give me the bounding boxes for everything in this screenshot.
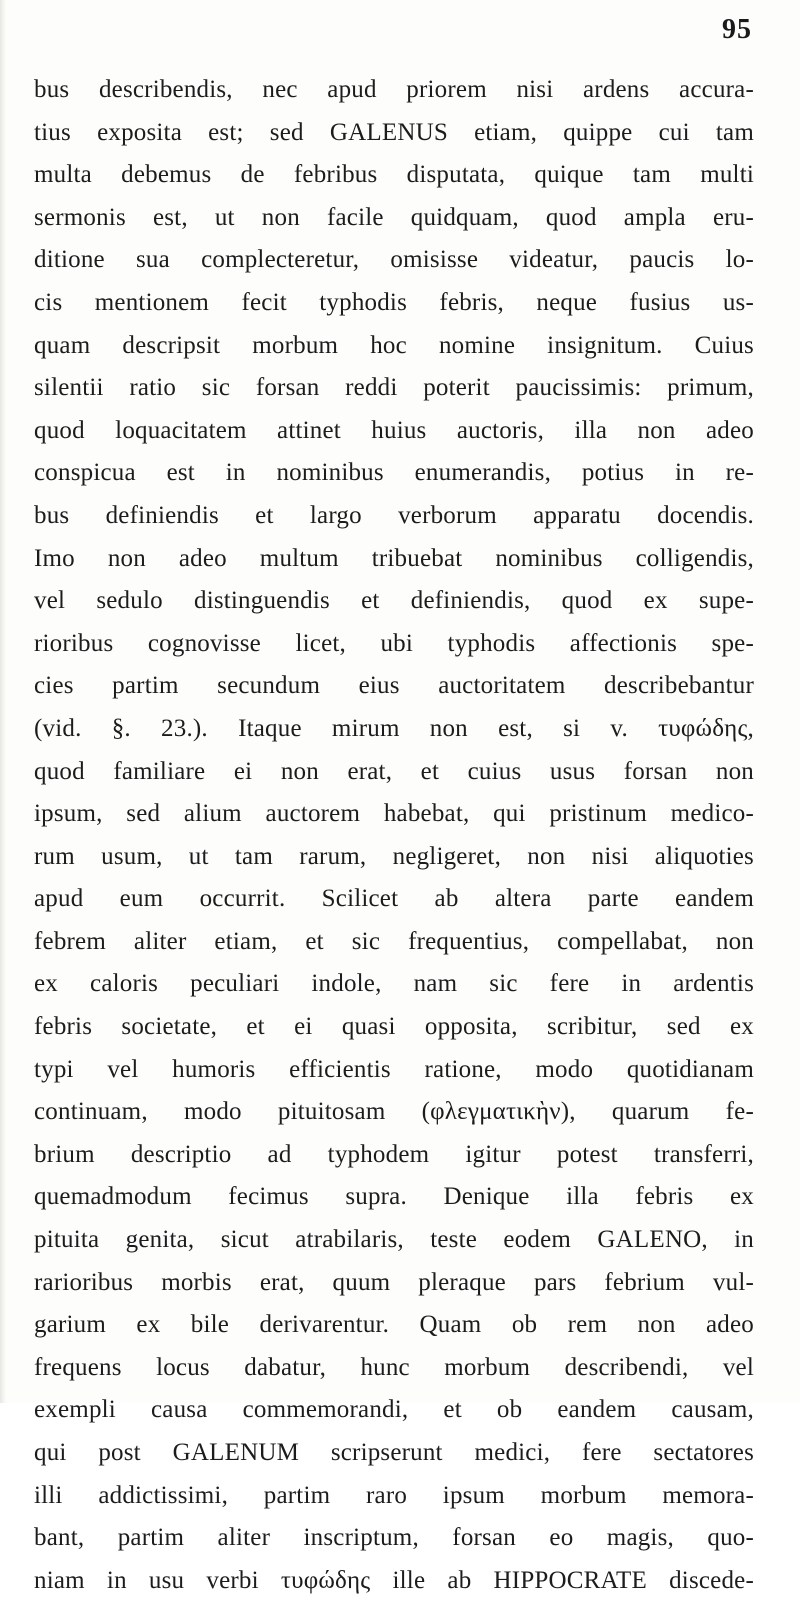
text-line: brium descriptio ad typhodem igitur potest transferri, [34,1140,754,1168]
text-line: pituita genita, sicut atrabilaris, teste eodem GALENO, in [34,1226,754,1254]
text-line: rioribus cognovisse licet, ubi typhodis affectionis spe- [34,629,754,657]
text-line: exempli causa commemorandi, et ob eandem causam, [34,1396,754,1424]
text-line: febrem aliter etiam, et sic frequentius, compellabat, non [34,927,754,955]
text-line: vel sedulo distinguendis et definiendis, quod ex supe- [34,587,754,615]
text-line: niam in usu verbi τυφώδης ille ab HIPPOCRATE discede- [34,1566,754,1594]
text-line: quod familiare ei non erat, et cuius usus forsan non [34,757,754,785]
text-line: typi vel humoris efficientis ratione, modo quotidianam [34,1055,754,1083]
text-line: frequens locus dabatur, hunc morbum describendi, vel [34,1353,754,1381]
text-line: tius exposita est; sed GALENUS etiam, quippe cui tam [34,118,754,146]
page-number: 95 [722,14,752,45]
text-line: bus describendis, nec apud priorem nisi ardens accura- [34,76,754,103]
text-line: bus definiendis et largo verborum apparatu docendis. [34,501,754,529]
text-line: ditione sua complecteretur, omisisse videatur, paucis lo- [34,246,754,274]
text-line: illi addictissimi, partim raro ipsum morbum memora- [34,1481,754,1509]
text-line: conspicua est in nominibus enumerandis, potius in re- [34,459,754,487]
text-line: rum usum, ut tam rarum, negligeret, non nisi aliquoties [34,842,754,870]
text-line: apud eum occurrit. Scilicet ab altera parte eandem [34,885,754,913]
text-line: qui post GALENUM scripserunt medici, fere sectatores [34,1439,754,1466]
text-line: febris societate, et ei quasi opposita, scribitur, sed ex [34,1013,754,1041]
text-line: quod loquacitatem attinet huius auctoris, illa non adeo [34,416,754,444]
text-line: quam descripsit morbum hoc nomine insignitum. Cuius [34,331,754,359]
text-line: ipsum, sed alium auctorem habebat, qui pristinum medico- [34,800,754,828]
text-line: cis mentionem fecit typhodis febris, neque fusius us- [34,288,754,316]
text-line: rarioribus morbis erat, quum pleraque pars febrium vul- [34,1268,754,1296]
text-line: ex caloris peculiari indole, nam sic fere in ardentis [34,970,754,998]
text-line: cies partim secundum eius auctoritatem describebantur [34,672,754,700]
text-line: continuam, modo pituitosam (φλεγματικὴν), quarum fe- [34,1098,754,1126]
body-text [34,69,754,1602]
text-line: Imo non adeo multum tribuebat nominibus colligendis, [34,544,754,572]
text-line: multa debemus de febribus disputata, quique tam multi [34,161,754,189]
text-line: quemadmodum fecimus supra. Denique illa febris ex [34,1183,754,1211]
text-line: garium ex bile derivarentur. Quam ob rem non adeo [34,1311,754,1339]
text-line: bant, partim aliter inscriptum, forsan eo magis, quo- [34,1524,754,1552]
text-line: silentii ratio sic forsan reddi poterit paucissimis: primum, [34,374,754,402]
text-line: (vid. §. 23.). Itaque mirum non est, si v. τυφώδης, [34,714,754,742]
text-line: sermonis est, ut non facile quidquam, quod ampla eru- [34,203,754,231]
page-edge-shadow [0,0,6,1403]
